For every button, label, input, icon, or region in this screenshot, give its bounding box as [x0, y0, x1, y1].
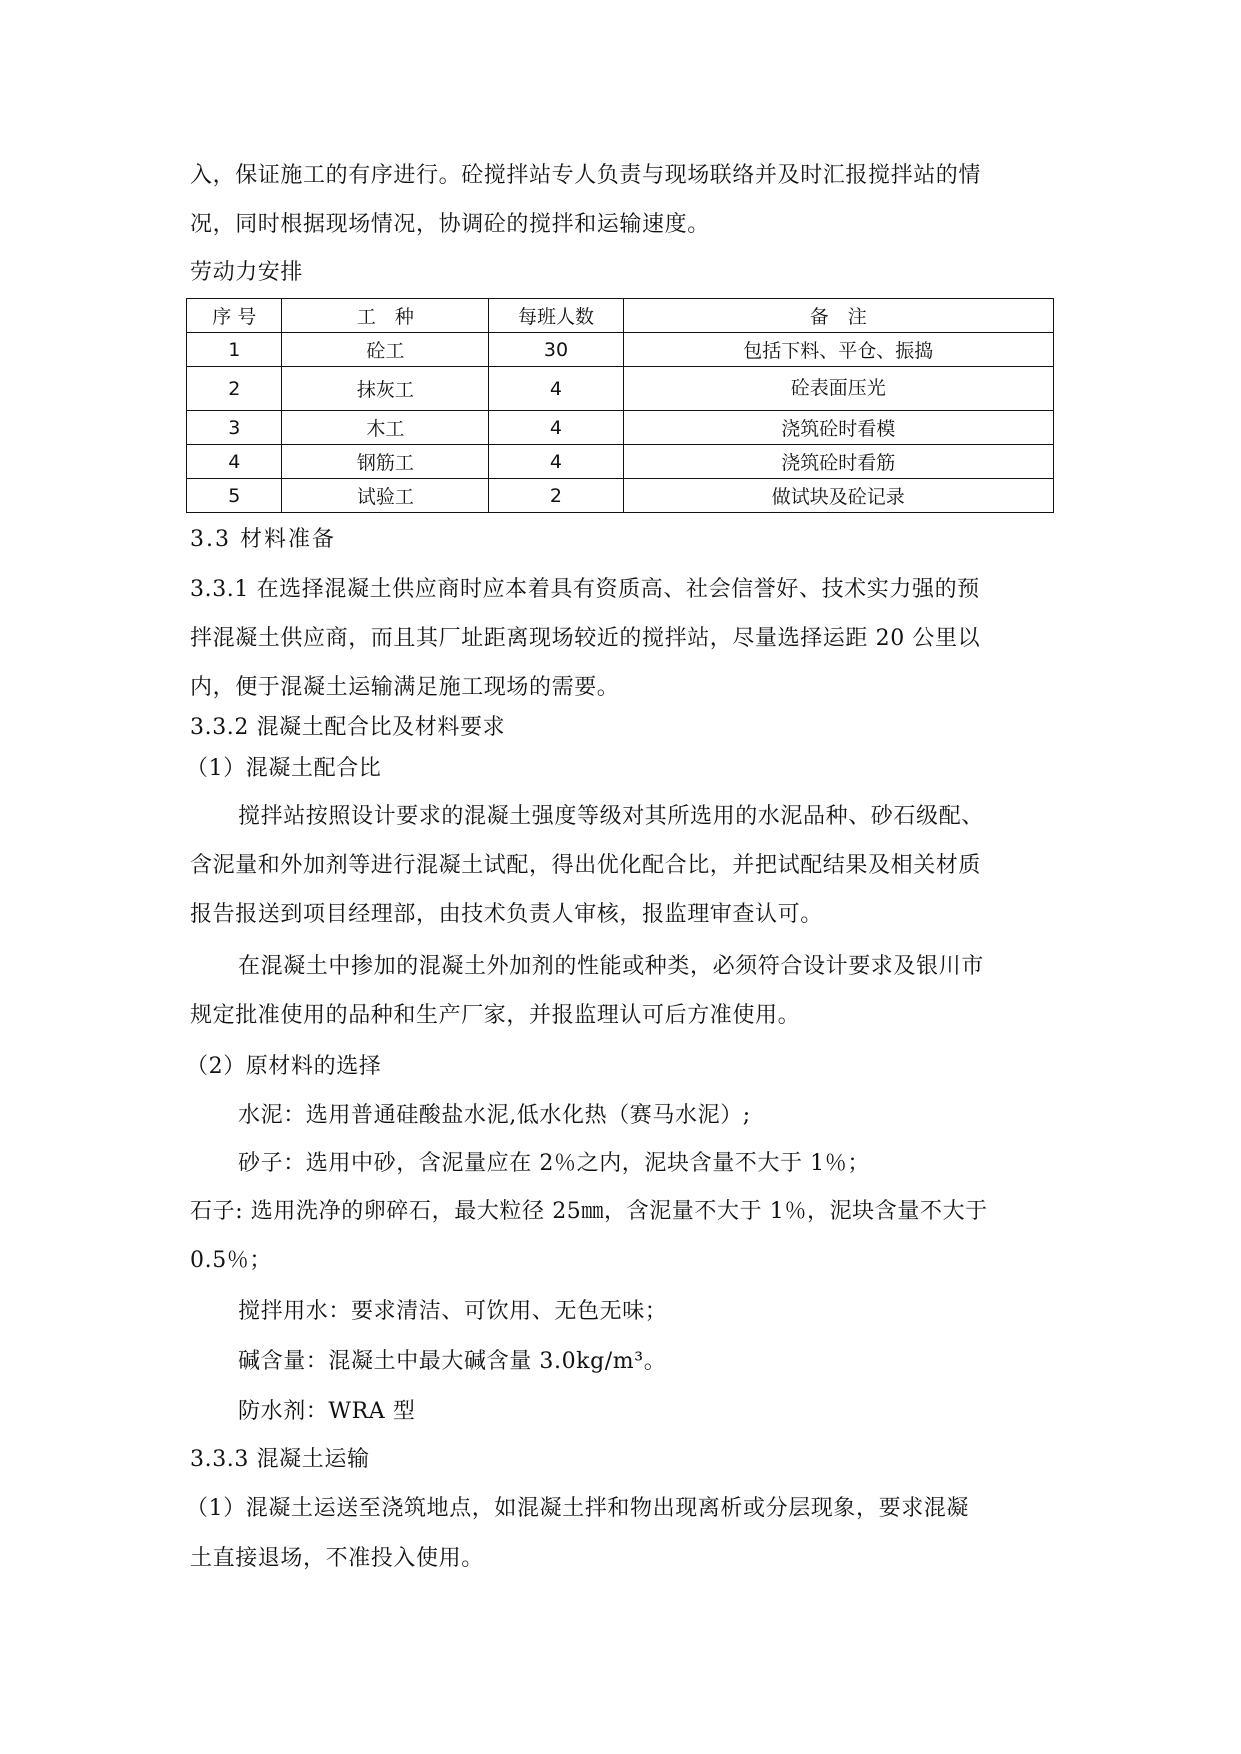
alkali-line: 碱含量：混凝土中最大碱含量 3.0kg/m³。 [238, 1349, 667, 1374]
s331-line-1: 3.3.1 在选择混凝土供应商时应本着具有资质高、社会信誉好、技术实力强的预 [190, 577, 980, 602]
stone-line-2: 0.5％； [190, 1248, 272, 1273]
cell-trade: 抹灰工 [282, 367, 489, 411]
cell-index: 2 [187, 367, 282, 411]
table-header-row [187, 299, 1054, 333]
raw-materials-heading: （2）原材料的选择 [186, 1054, 382, 1079]
cell-remarks: 砼表面压光 [623, 367, 1053, 411]
cell-headcount: 30 [489, 333, 623, 367]
cell-trade: 钢筋工 [282, 445, 489, 479]
water-line: 搅拌用水：要求清洁、可饮用、无色无味； [238, 1299, 668, 1324]
cell-trade: 试验工 [282, 479, 489, 513]
section-heading-3-3: 3.3 材料准备 [190, 527, 336, 552]
header-headcount: 每班人数 [489, 299, 623, 333]
s331-line-2: 拌混凝土供应商，而且其厂址距离现场较近的搅拌站，尽量选择运距 20 公里以 [190, 626, 981, 651]
mix-p2-line-1: 在混凝土中掺加的混凝土外加剂的性能或种类，必须符合设计要求及银川市 [238, 954, 984, 979]
mix-heading: （1）混凝土配合比 [186, 756, 382, 781]
transport-line-2: 土直接退场，不准投入使用。 [190, 1546, 484, 1571]
cell-remarks: 浇筑砼时看筋 [623, 445, 1053, 479]
table-row [187, 479, 1054, 513]
cell-index: 3 [187, 411, 282, 445]
sand-line: 砂子：选用中砂，含泥量应在 2％之内，泥块含量不大于 1％； [238, 1151, 870, 1176]
intro-line-1: 入，保证施工的有序进行。砼搅拌站专人负责与现场联络并及时汇报搅拌站的情 [190, 163, 982, 188]
cell-headcount: 4 [489, 445, 623, 479]
intro-line-2: 况，同时根据现场情况，协调砼的搅拌和运输速度。 [190, 212, 710, 237]
cell-trade: 木工 [282, 411, 489, 445]
table-row [187, 367, 1054, 411]
transport-line-1: （1）混凝土运送至浇筑地点，如混凝土拌和物出现离析或分层现象，要求混凝 [186, 1496, 969, 1521]
s332-heading: 3.3.2 混凝土配合比及材料要求 [190, 715, 506, 740]
cell-remarks: 浇筑砼时看模 [623, 411, 1053, 445]
cell-trade: 砼工 [282, 333, 489, 367]
table-row [187, 333, 1054, 367]
table-row [187, 411, 1054, 445]
cell-headcount: 4 [489, 411, 623, 445]
header-index: 序 号 [187, 299, 282, 333]
table-row [187, 445, 1054, 479]
labor-table [186, 298, 1054, 513]
cell-remarks: 包括下料、平仓、振捣 [623, 333, 1053, 367]
cell-headcount: 2 [489, 479, 623, 513]
mix-p1-line-2: 含泥量和外加剂等进行混凝土试配，得出优化配合比，并把试配结果及相关材质 [190, 853, 982, 878]
cell-index: 5 [187, 479, 282, 513]
s331-line-3: 内，便于混凝土运输满足施工现场的需要。 [190, 675, 620, 700]
header-trade: 工 种 [282, 299, 489, 333]
mix-p1-line-3: 报告报送到项目经理部，由技术负责人审核，报监理审查认可。 [190, 902, 823, 927]
cell-headcount: 4 [489, 367, 623, 411]
cell-remarks: 做试块及砼记录 [623, 479, 1053, 513]
cell-index: 1 [187, 333, 282, 367]
waterproof-line: 防水剂：WRA 型 [238, 1399, 416, 1424]
stone-line-1: 石子: 选用洗净的卵碎石，最大粒径 25㎜，含泥量不大于 1％，泥块含量不大于 [190, 1199, 988, 1224]
mix-p1-line-1: 搅拌站按照设计要求的混凝土强度等级对其所选用的水泥品种、砂石级配、 [238, 804, 984, 829]
s333-heading: 3.3.3 混凝土运输 [190, 1447, 370, 1472]
header-remarks: 备 注 [623, 299, 1053, 333]
mix-p2-line-2: 规定批准使用的品种和生产厂家，并报监理认可后方准使用。 [190, 1003, 801, 1028]
cell-index: 4 [187, 445, 282, 479]
cement-line: 水泥：选用普通硅酸盐水泥,低水化热（赛马水泥）; [238, 1103, 751, 1128]
labor-title: 劳动力安排 [190, 260, 304, 285]
